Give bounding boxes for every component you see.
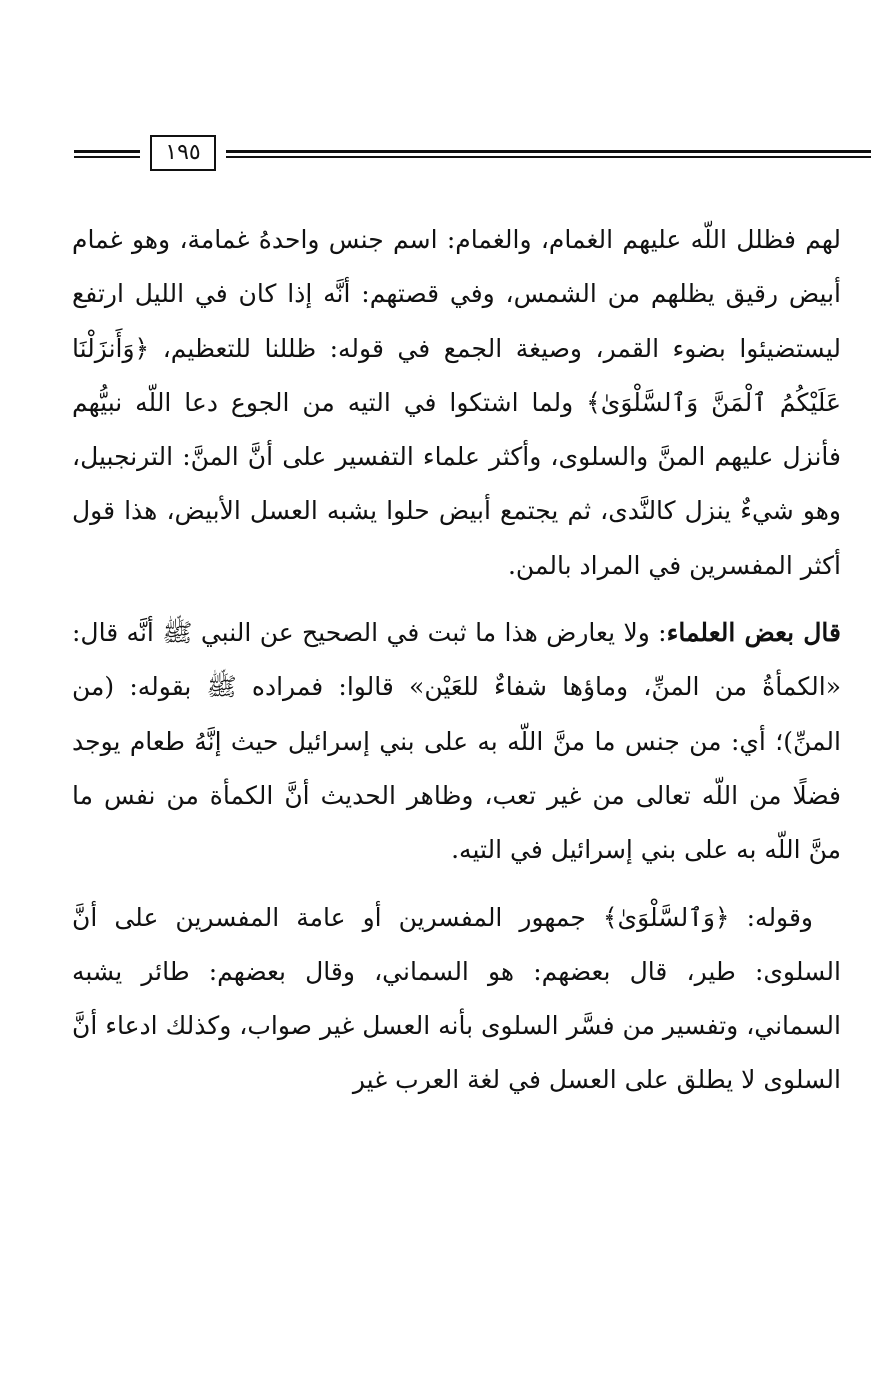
paragraph-2-lead: قال بعض العلماء [666,618,842,648]
page-body [72,213,841,1108]
header-rule-short [74,150,140,158]
page-number: ١٩٥ [150,135,216,171]
paragraph-1: لهم فظلل اللّه عليهم الغمام، والغمام: اسم جنس واحدهُ غمامة، وهو غمام أبيض رقيق يظلهم من الشمس، وفي قصتهم: أنَّه إذا كان في الليل ارتفع ليستضيئوا بضوء القمر، وصيغة الجمع في قوله: ظللنا للتعظيم، ﴿وَأَنزَلْنَا عَلَيْكُمُ ٱلْمَنَّ وَٱلسَّلْوَىٰ﴾ ولما اشتكوا في التيه من الجوع دعا اللّه نبيُّهم فأنزل عليهم المنَّ والسلوى، وأكثر علماء التفسير على أنَّ المنَّ: الترنجبيل، وهو شيءٌ ينزل كالنَّدى، ثم يجتمع أبيض حلوا يشبه العسل الأبيض، هذا قول أكثر المفسرين في المراد بالمن. [72,225,841,580]
paragraph-2 [72,606,841,877]
paragraph-3: وقوله: ﴿وَٱلسَّلْوَىٰ﴾ جمهور المفسرين أو عامة المفسرين على أنَّ السلوى: طير، قال بعضهم: هو السماني، وقال بعضهم: طائر يشبه السماني، وتفسير من فسَّر السلوى بأنه العسل غير صواب، وكذلك ادعاء أنَّ السلوى لا يطلق على العسل في لغة العرب غير [72,902,841,1095]
paragraph-2-text: : ولا يعارض هذا ما ثبت في الصحيح عن النبي ﷺ أنَّه قال: «الكمأةُ من المنِّ، وماؤها شفاءٌ للعَيْن» قالوا: فمراده ﷺ بقوله: (من المنِّ)؛ أي: من جنس ما منَّ اللّه به على بني إسرائيل حيث إنَّهُ طعام يوجد فضلًا من اللّه تعالى من غير تعب، وظاهر الحديث أنَّ الكمأة من نفس ما منَّ اللّه به على بني إسرائيل في التيه. [72,618,841,865]
page-header [74,135,871,175]
header-rule-long [226,150,871,158]
